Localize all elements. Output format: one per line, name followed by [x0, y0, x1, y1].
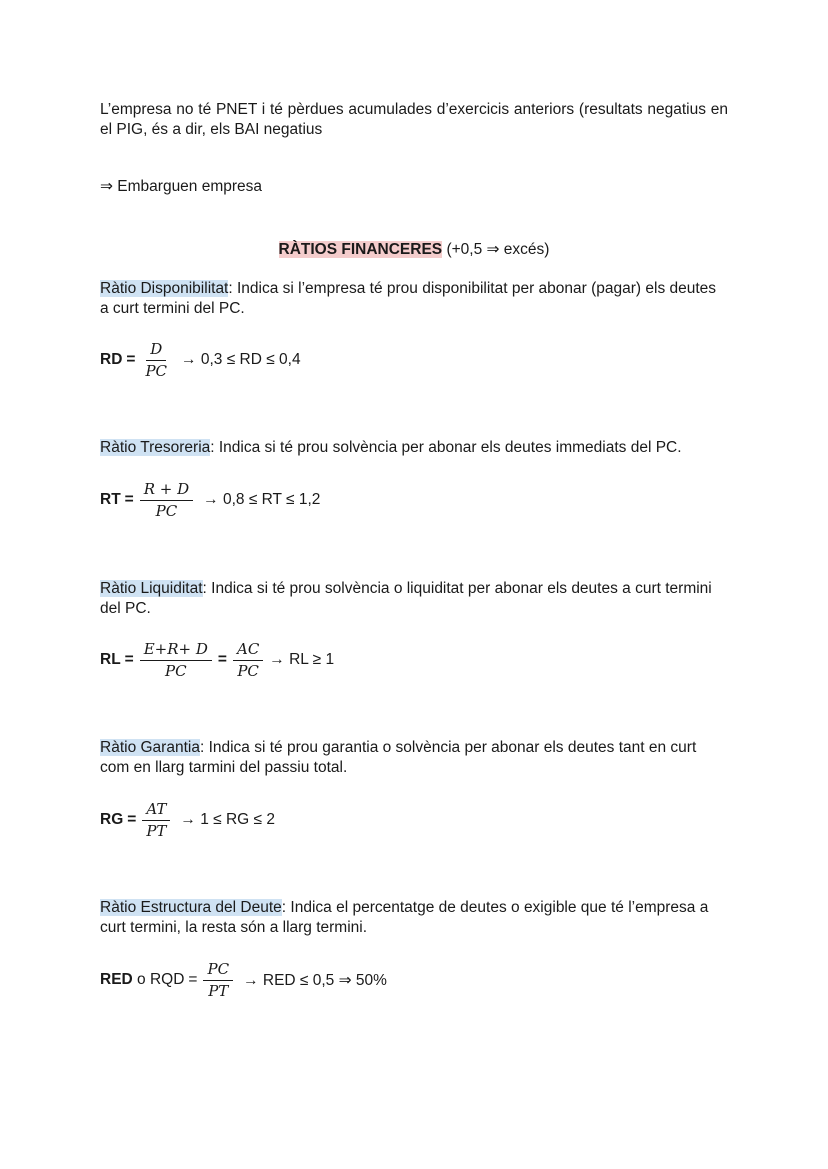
formula-condition: → 0,8 ≤ RT ≤ 1,2 — [203, 491, 321, 508]
ratio-estructura-deute-formula — [100, 955, 387, 1005]
fraction — [233, 639, 263, 682]
fraction-denominator: PC — [145, 361, 168, 380]
ratio-liquiditat-description — [100, 579, 728, 619]
ratio-garantia-formula — [100, 795, 275, 845]
formula-condition: → 0,3 ≤ RD ≤ 0,4 — [181, 351, 301, 368]
formula-condition: → RL ≥ 1 — [269, 651, 335, 668]
fraction — [141, 339, 171, 382]
equals-sign: = — [188, 971, 198, 988]
fraction-denominator: PC — [155, 501, 178, 520]
ratio-name: Ràtio Estructura del Deute — [100, 899, 282, 916]
formula-lhs: RT — [100, 491, 121, 508]
fraction-denominator: PC — [237, 661, 259, 680]
ratio-tresoreria-formula — [100, 475, 320, 525]
intro-conclusion: ⇒ Embarguen empresa — [100, 178, 263, 195]
equals-sign: = — [126, 351, 136, 368]
fraction — [203, 959, 233, 1002]
formula-condition: → 1 ≤ RG ≤ 2 — [180, 811, 275, 828]
ratio-estructura-deute-description — [100, 898, 728, 938]
fraction-denominator: PC — [165, 661, 187, 680]
intro-paragraph: L’empresa no té PNET i té pèrdues acumulades d’exercicis anteriors (resultats negatius en el PIG, és a dir, els BAI negatius — [100, 101, 728, 138]
formula-condition: → RED ≤ 0,5 ⇒ 50% — [243, 971, 387, 989]
ratio-text: : Indica si té prou solvència o liquiditat per abonar els deutes a curt termini del PC. — [100, 580, 712, 617]
ratio-liquiditat-formula — [100, 635, 334, 685]
ratio-text: : Indica el percentatge de deutes o exigible que té l’empresa a curt termini, la resta són a llarg termini. — [100, 899, 709, 936]
equals-sign: = — [124, 651, 134, 668]
fraction-numerator: AC — [233, 639, 263, 661]
equals-sign: = — [217, 651, 227, 668]
fraction-numerator: E+R+ D — [140, 639, 212, 661]
section-title-text: RÀTIOS FINANCERES — [278, 241, 443, 258]
fraction — [142, 799, 170, 842]
equals-sign: = — [127, 811, 137, 828]
ratio-name: Ràtio Tresoreria — [100, 439, 211, 456]
ratio-disponibilitat-description — [100, 279, 728, 319]
ratio-name: Ràtio Liquiditat — [100, 580, 203, 597]
fraction-denominator: PT — [208, 981, 229, 1000]
fraction — [140, 479, 193, 522]
ratio-disponibilitat-formula — [100, 335, 301, 385]
ratio-text: : Indica si l’empresa té prou disponibilitat per abonar (pagar) els deutes a curt termini del PC. — [100, 280, 717, 317]
ratio-text: : Indica si té prou solvència per abonar els deutes immediats del PC. — [210, 439, 682, 456]
fraction-denominator: PT — [146, 821, 167, 840]
formula-lhs: RD — [100, 351, 123, 368]
ratio-name: Ràtio Garantia — [100, 739, 200, 756]
fraction-numerator: AT — [142, 799, 170, 821]
section-title — [0, 240, 828, 260]
formula-lhs: RL — [100, 651, 121, 668]
ratio-garantia-description — [100, 738, 728, 778]
fraction-numerator: PC — [203, 959, 233, 981]
equals-sign: = — [124, 491, 134, 508]
formula-lhs-alt: o RQD — [132, 971, 185, 988]
fraction-numerator: R + D — [140, 479, 193, 501]
formula-lhs-main: RED — [100, 971, 133, 988]
fraction — [140, 639, 212, 682]
formula-lhs: RG — [100, 811, 124, 828]
ratio-text: : Indica si té prou garantia o solvència per abonar els deutes tant en curt com en llarg tarmini del passiu total. — [100, 739, 697, 776]
fraction-numerator: D — [146, 339, 166, 361]
formula-lhs — [100, 971, 184, 989]
section-title-note: (+0,5 ⇒ excés) — [442, 241, 550, 258]
ratio-name: Ràtio Disponibilitat — [100, 280, 229, 297]
ratio-tresoreria-description — [100, 438, 728, 458]
